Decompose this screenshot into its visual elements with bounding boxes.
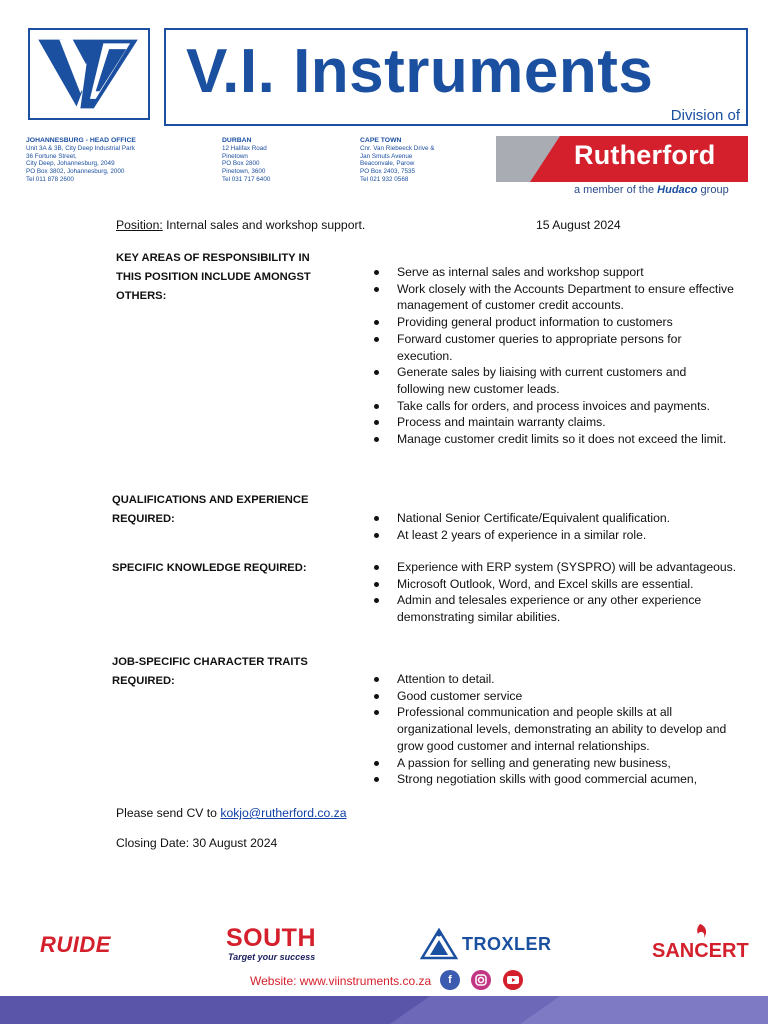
list-item: A passion for selling and generating new business, — [370, 755, 736, 772]
office-line: Cnr. Van Riebeeck Drive & — [360, 144, 435, 152]
hudaco-member-line — [574, 184, 729, 196]
brand-title: V.I. Instruments — [186, 37, 654, 106]
heading-line: QUALIFICATIONS AND EXPERIENCE — [112, 494, 309, 506]
office-name: CAPE TOWN — [360, 137, 402, 144]
office-durban — [222, 137, 270, 184]
youtube-glyph — [503, 970, 523, 990]
heading-line: JOB-SPECIFIC CHARACTER TRAITS — [112, 656, 308, 668]
posting-date: 15 August 2024 — [536, 218, 621, 232]
list-item: Providing general product information to customers — [370, 314, 736, 331]
office-line: Tel 031 717 6400 — [222, 175, 271, 183]
hudaco-wordmark: Hudaco — [657, 184, 698, 196]
list-item: At least 2 years of experience in a similar role. — [370, 527, 736, 544]
office-line: Pinetown — [222, 152, 248, 160]
position-value: Internal sales and workshop support. — [162, 218, 366, 232]
heading-line: OTHERS: — [116, 290, 167, 302]
ruide-logo: RUIDE — [40, 932, 111, 957]
office-line: Jan Smuts Avenue — [360, 152, 413, 160]
list-item: Professional communication and people skills at all organizational levels, demonstrating an ability to develop and grow good customer and internal relationships. — [370, 704, 736, 754]
qualifications-list — [370, 510, 736, 543]
cv-prefix: Please send CV to — [116, 806, 221, 820]
heading-line: REQUIRED: — [112, 513, 175, 525]
office-johannesburg — [26, 137, 136, 184]
list-item: National Senior Certificate/Equivalent qualification. — [370, 510, 736, 527]
brand-banner — [164, 28, 748, 126]
vi-logo — [28, 28, 150, 120]
section-heading-traits — [112, 653, 362, 691]
list-item: Microsoft Outlook, Word, and Excel skills are essential. — [370, 576, 750, 593]
responsibilities-list — [370, 264, 736, 448]
position-label: Position: — [116, 218, 163, 232]
list-item: Good customer service — [370, 688, 736, 705]
office-name: JOHANNESBURG - HEAD OFFICE — [26, 137, 136, 144]
sancert-logo: SANCERT — [652, 940, 749, 962]
facebook-icon[interactable]: f — [440, 970, 460, 990]
cv-instruction — [116, 806, 347, 820]
section-heading-responsibilities — [116, 249, 366, 306]
member-prefix: a member of the — [574, 184, 658, 196]
rutherford-logo — [496, 136, 748, 182]
vi-logo-mark — [30, 30, 148, 118]
south-logo: SOUTH — [226, 924, 316, 952]
traits-list — [370, 671, 736, 788]
division-label: Division of — [670, 107, 740, 124]
heading-line: REQUIRED: — [112, 675, 175, 687]
office-line: Beaconvale, Parow — [360, 160, 415, 168]
rutherford-wordmark: Rutherford — [574, 140, 716, 170]
list-item: Process and maintain warranty claims. — [370, 414, 736, 431]
heading-line: SPECIFIC KNOWLEDGE REQUIRED: — [112, 562, 307, 574]
member-suffix: group — [697, 184, 729, 196]
list-item: Manage customer credit limits so it does not exceed the limit. — [370, 431, 736, 448]
instagram-icon[interactable] — [471, 970, 491, 990]
list-item: Attention to detail. — [370, 671, 736, 688]
list-item: Admin and telesales experience or any other experience demonstrating similar abilities. — [370, 592, 750, 625]
knowledge-list — [370, 559, 750, 626]
heading-line: KEY AREAS OF RESPONSIBILITY IN — [116, 252, 310, 264]
office-line: Pinetown, 3600 — [222, 168, 266, 176]
website-link[interactable]: Website: www.viinstruments.co.za — [250, 974, 432, 988]
list-item: Take calls for orders, and process invoices and payments. — [370, 398, 736, 415]
section-heading-knowledge — [112, 559, 362, 578]
office-name: DURBAN — [222, 137, 252, 144]
south-tagline: Target your success — [228, 952, 316, 962]
list-item: Generate sales by liaising with current customers and following new customer leads. — [370, 364, 736, 397]
email-link[interactable]: kokjo@rutherford.co.za — [220, 806, 347, 820]
list-item: Strong negotiation skills with good commercial acumen, — [370, 771, 736, 788]
heading-line: THIS POSITION INCLUDE AMONGST — [116, 271, 311, 283]
office-line: 36 Fortune Street, — [26, 152, 77, 160]
list-item: Forward customer queries to appropriate persons for execution. — [370, 331, 736, 364]
office-line: Tel 011 878 2600 — [26, 175, 74, 183]
office-cape-town — [360, 137, 434, 184]
office-line: PO Box 2403, 7535 — [360, 168, 415, 176]
list-item: Work closely with the Accounts Department to ensure effective management of customer credit accounts. — [370, 281, 736, 314]
sancert-flame-icon — [686, 922, 714, 942]
office-line: 12 Halifax Road — [222, 144, 267, 152]
section-heading-qualifications — [112, 491, 362, 529]
troxler-logo: TROXLER — [462, 934, 552, 954]
troxler-triangle-icon — [420, 928, 458, 960]
list-item: Serve as internal sales and workshop support — [370, 264, 736, 281]
office-line: Tel 021 932 0568 — [360, 175, 409, 183]
list-item: Experience with ERP system (SYSPRO) will be advantageous. — [370, 559, 750, 576]
instagram-glyph — [471, 970, 491, 990]
closing-date: Closing Date: 30 August 2024 — [116, 836, 278, 850]
position-line — [116, 218, 365, 232]
footer-color-band — [0, 996, 768, 1024]
office-line: PO Box 2800 — [222, 160, 260, 168]
youtube-icon[interactable] — [503, 970, 523, 990]
office-line: PO Box 3802, Johannesburg, 2000 — [26, 168, 125, 176]
office-line: Unit 3A & 3B, City Deep Industrial Park — [26, 144, 135, 152]
office-line: City Deep, Johannesburg, 2049 — [26, 160, 115, 168]
